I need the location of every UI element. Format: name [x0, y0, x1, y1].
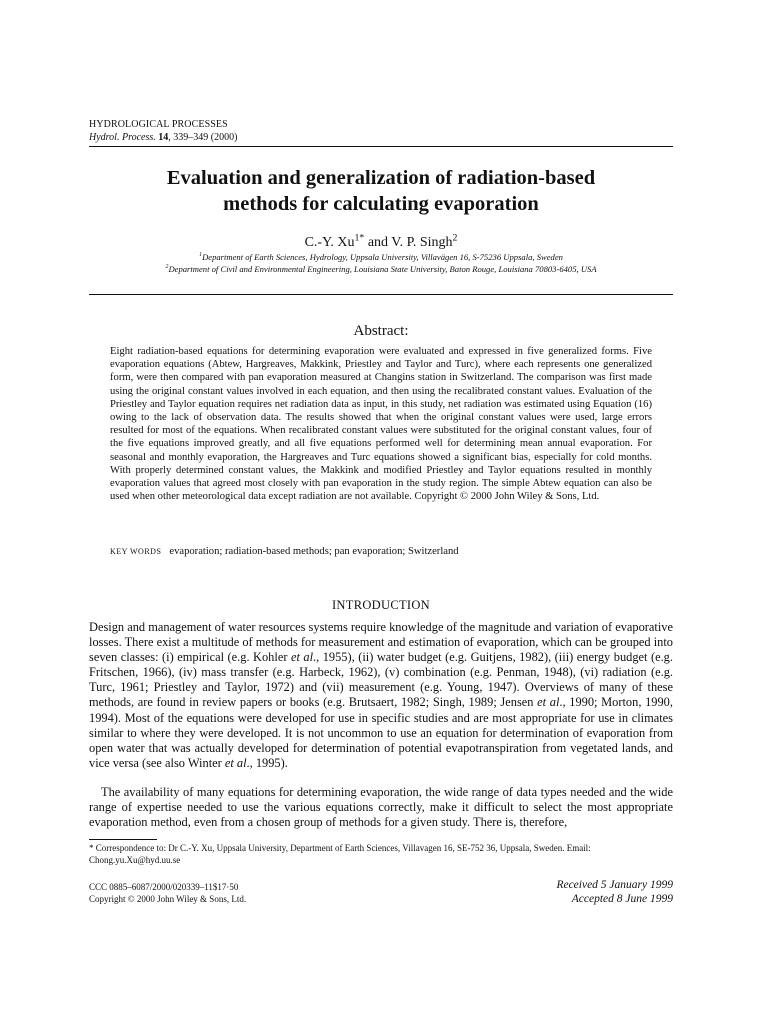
- author-affiliation-mark: 1*: [354, 232, 365, 244]
- copyright-notice: Copyright © 2000 John Wiley & Sons, Ltd.: [89, 894, 247, 904]
- keywords: [110, 545, 652, 558]
- affiliation: [89, 263, 673, 275]
- section-rule: [89, 294, 673, 295]
- author-name: V. P. Singh: [391, 235, 453, 250]
- et-al-italic: et al: [290, 650, 314, 665]
- journal-citation: [89, 131, 237, 144]
- introduction-paragraph: [89, 620, 673, 771]
- received-date: Received 5 January 1999: [556, 879, 673, 891]
- et-al-italic: et al: [224, 755, 247, 770]
- affiliation-mark: 2: [165, 264, 169, 271]
- paragraph-text: ., 1990; Morton, 1990, 1994). Most of the equations were developed for use in specific studies and are most appropriate for use in climates similar to where they were developed. It is not uncommon to use an equation for determination of evaporation from open water that was actually developed for determination of potential evapotranspiration from vegetated lands, and vice versa (see also Winter: [89, 695, 673, 770]
- author-joiner: and: [364, 235, 392, 250]
- abstract-heading: Abstract:: [353, 323, 409, 339]
- abstract-text: Eight radiation-based equations for determining evaporation were evaluated and expressed in five generalized forms. Five evaporation equations (Abtew, Hargreaves, Makkink, Priestley and Taylor and Turc), where each represents one generalized form, were then compared with pan evaporation measured at Changins station in Switzerland. The comparison was first made using the original constant values involved in each equation, and then using the recalibrated constant values. Evaluation of the Priestley and Taylor equation requires net radiation data as input, in this study, net radiation was estimated using Equation (16) owing to the lack of observation data. The results showed that when the original constant values were used, large errors resulted for most of the equations. When recalibrated constant values were substituted for the original constant values, four of the five equations improved greatly, and all five equations performed well for determining mean annual evaporation. For seasonal and monthly evaporation, the Hargreaves and Turc equations showed a significant bias, especially for cold months. With properly determined constant values, the Makkink and modified Priestley and Taylor equations resulted in monthly evaporation values that agreed most closely with pan evaporation in the study region. The simple Abtew equation can also be used when other meteorological data except radiation are not available. Copyright © 2000 John Wiley & Sons, Ltd.: [110, 346, 652, 503]
- paragraph-text: ., 1995).: [246, 755, 288, 770]
- citation-pages-year: , 339–349 (2000): [168, 132, 238, 143]
- correspondence-footnote: * Correspondence to: Dr C.-Y. Xu, Uppsala University, Department of Earth Sciences, Villavagen 16, SE-752 36, Uppsala, Sweden. Email: Chong.yu.Xu@hyd.uu.se: [89, 843, 591, 865]
- ccc-code: CCC 0885–6087/2000/020339–11$17·50: [89, 882, 239, 892]
- keywords-label: KEY WORDS: [110, 547, 162, 556]
- citation-volume: 14: [158, 132, 169, 143]
- paper-title: [89, 165, 673, 217]
- author-list: [89, 234, 673, 251]
- introduction-paragraph: The availability of many equations for determining evaporation, the wide range of data types needed and the wide range of expertise needed to use the various equations correctly, make it difficult to select the most appropriate evaporation method, even from a chosen group of methods for a given study. There is, therefore,: [89, 785, 673, 830]
- paragraph-text: Design and management of water resources systems require knowledge of the magnitude and variation of evaporative losses. There exist a multitude of methods for measurement and estimation of evaporation, which can be grouped into seven classes: (i) empirical (e.g. Kohler: [89, 620, 673, 665]
- journal-name: HYDROLOGICAL PROCESSES: [89, 119, 228, 130]
- title-line: methods for calculating evaporation: [223, 193, 539, 215]
- paragraph-text: ., 1955), (ii) water budget (e.g. Guitjens, 1982), (iii) energy budget (e.g. Fritschen, 1966), (iv) mass transfer (e.g. Harbeck, 1962), (v) combination (e.g. Penman, 1948), (vi) radiation (e.g. Turc, 1961; Priestley and Taylor, 1972) and (vii) measurement (e.g. Young, 1947). Overviews of many of these methods, are found in review papers or books (e.g. Brutsaert, 1982; Singh, 1989; Jensen: [89, 650, 673, 710]
- author-affiliation-mark: 2: [452, 232, 458, 244]
- et-al-italic: et al: [537, 695, 560, 710]
- title-line: Evaluation and generalization of radiation-based: [166, 167, 596, 189]
- author-name: C.-Y. Xu: [304, 235, 355, 250]
- footnote-rule: [89, 839, 157, 840]
- keywords-text: evaporation; radiation-based methods; pan evaporation; Switzerland: [169, 546, 459, 557]
- affiliation-text: Department of Civil and Environmental Engineering, Louisiana State University, Baton Rouge, Louisiana 70803-6405, USA: [168, 264, 597, 274]
- accepted-date: Accepted 8 June 1999: [571, 893, 673, 905]
- affiliation: [89, 251, 673, 263]
- affiliation-text: Department of Earth Sciences, Hydrology, Uppsala University, Villavägen 16, S-75236 Uppsala, Sweden: [202, 252, 563, 262]
- citation-journal-abbrev: Hydrol. Process.: [89, 132, 156, 143]
- header-rule: [89, 146, 673, 147]
- affiliation-mark: 1: [199, 252, 203, 259]
- introduction-heading: INTRODUCTION: [331, 598, 431, 612]
